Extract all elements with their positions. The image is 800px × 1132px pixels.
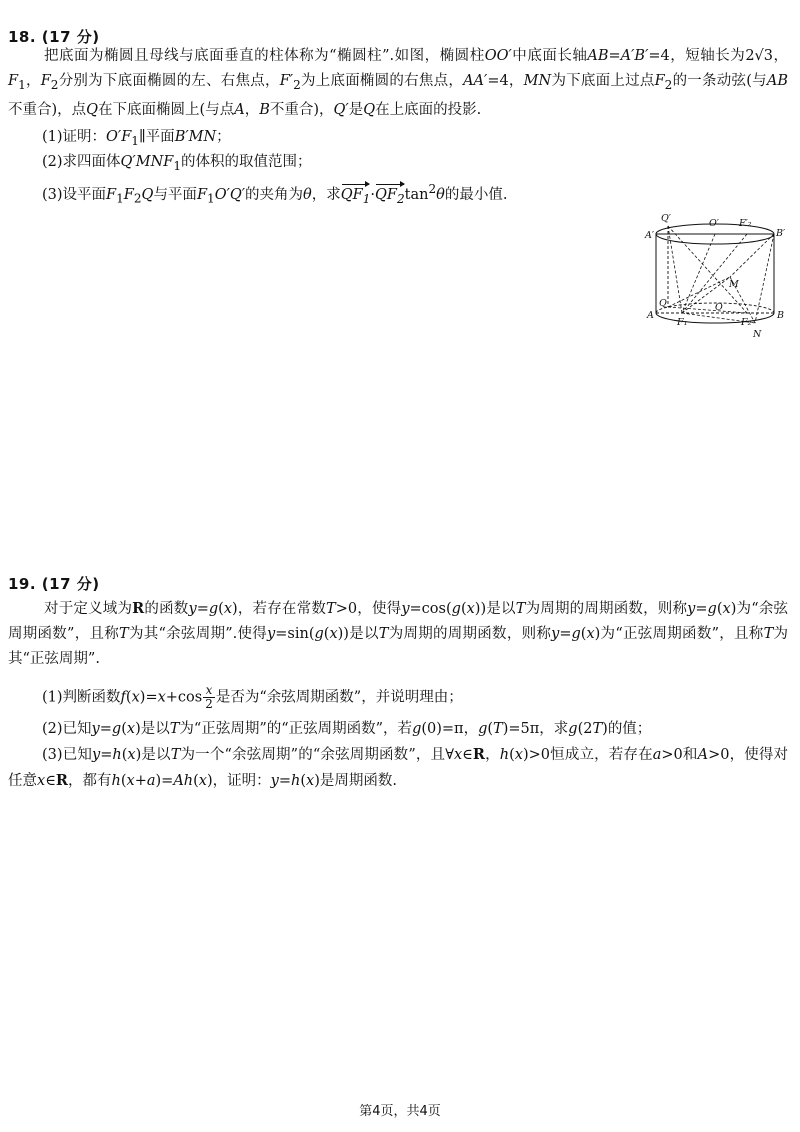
q19-intro: 对于定义域为R的函数y=g(x)，若存在常数T>0，使得y=cos(g(x))是以T为周期的周期函数，则称y=g(x)为“余弦周期函数”，且称T为其“余弦周期”.使得y=sin(g(x))是以T为周期的周期函数，则称y=g(x)为“正弦周期函数”，且称T为其“正弦周期”.	[8, 600, 789, 667]
svg-text:B′: B′	[776, 228, 786, 239]
svg-text:F₁: F₁	[677, 317, 688, 328]
elliptic-cylinder-figure	[635, 212, 795, 347]
svg-text:N: N	[753, 329, 762, 340]
q18-header: 18. (17 分)	[8, 28, 100, 46]
q19-part1: (1)判断函数f(x)=x+cos $\frac{x}{2}$ 是否为“余弦周期函数”，并说明理由；	[42, 683, 463, 711]
svg-text:F₂: F₂	[741, 317, 752, 328]
svg-text:A′: A′	[645, 230, 655, 241]
q18-part3: (3)设平面$F_1F_2Q$与平面$F_1O'Q'$的夹角为θ，求$QF_1\cdot QF_2\tan^2\theta$的最小值.	[42, 177, 787, 212]
q18-part1: (1)证明：$O'F_1\parallel$平面B′MN；	[42, 129, 231, 148]
svg-text:O′: O′	[709, 218, 719, 229]
svg-text:A: A	[647, 310, 654, 321]
svg-text:B: B	[777, 310, 784, 321]
svg-text:Q′: Q′	[661, 213, 671, 224]
q18-part2: (2)求四面体$Q'MNF_1$的体积的取值范围；	[42, 154, 312, 173]
q19-header: 19. (17 分)	[8, 575, 100, 593]
q18-intro: 把底面为椭圆且母线与底面垂直的柱体称为“椭圆柱”.如图，椭圆柱OO′中底面长轴AB=A′B′=4，短轴长为2√3，$F_1$，$F_2$分别为下底面椭圆的左、右焦点，$F'_2$为上底面椭圆的右焦点，AA′=4，MN为下底面上过点$F_2$的一条动弦(与AB不重合)，点Q在下底面椭圆上(与点A，B不重合)，Q′是Q在上底面的投影.	[8, 48, 789, 118]
svg-text:F′₂: F′₂	[739, 218, 752, 229]
svg-text:O: O	[715, 302, 723, 313]
page-footer: 第4页，共4页	[359, 1104, 441, 1119]
svg-text:M: M	[729, 279, 739, 290]
svg-text:Q: Q	[659, 298, 667, 309]
q19-part3: (3)已知y=h(x)是以T为一个“余弦周期”的“余弦周期函数”，且∀x∈R，h(x)>0恒成立，若存在a>0和A>0，使得对任意x∈R，都有h(x+a)=Ah(x)，证明：y=h(x)是周期函数.	[8, 746, 789, 789]
q19-part2: (2)已知y=g(x)是以T为“正弦周期”的“正弦周期函数”，若g(0)=π，g(T)=5π，求g(2T)的值；	[42, 721, 652, 737]
